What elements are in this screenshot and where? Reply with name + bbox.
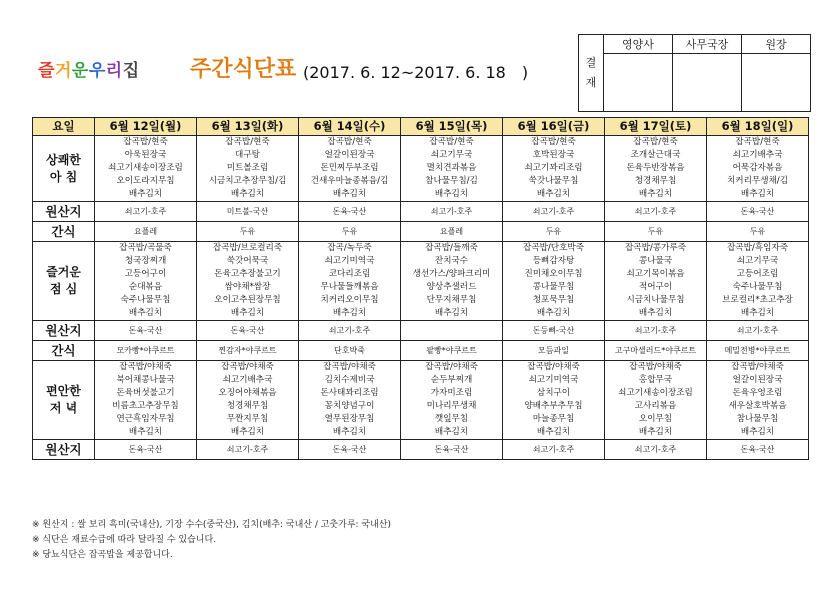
footnote-origin: ※ 원산지 : 쌀 보리 흑미(국내산), 기장 수수(중국산), 김치(배추: 국내산 / 고춧가루: 국내산) bbox=[32, 520, 391, 530]
menu-item: 진미채오이무침 bbox=[524, 269, 583, 279]
menu-item: 비름초고추장무침 bbox=[112, 401, 179, 411]
menu-item: 잡곡밥/현죽 bbox=[225, 137, 270, 147]
menu-item: 순대볶음 bbox=[128, 282, 163, 292]
origin-cell: 쇠고기-호주 bbox=[707, 321, 809, 341]
breakfast-label: 상쾌한 아 침 bbox=[33, 136, 95, 202]
logo-char: 즐 bbox=[38, 61, 55, 81]
origin-row bbox=[33, 321, 809, 341]
snack-cell: 요플레 bbox=[401, 222, 503, 242]
day-header: 6월 16일(금) bbox=[503, 118, 605, 136]
origin-cell: 쇠고기-호주 bbox=[299, 321, 401, 341]
menu-period: (2017. 6. 12~2017. 6. 18 ) bbox=[303, 63, 529, 82]
logo-char: 리 bbox=[105, 61, 123, 81]
snack-cell: 찐감자*야쿠르트 bbox=[197, 341, 299, 361]
menu-item: 돈육고추장불고기 bbox=[214, 269, 281, 279]
menu-item: 잡곡밥/곡물죽 bbox=[119, 243, 172, 253]
origin-cell: 돈육-국산 bbox=[707, 202, 809, 222]
dinner-menu-cell bbox=[707, 361, 809, 440]
origin-cell: 쇠고기-호주 bbox=[605, 440, 707, 460]
snack-cell: 두유 bbox=[503, 222, 605, 242]
weekly-menu-table bbox=[32, 117, 809, 460]
menu-item: 배추김치 bbox=[740, 427, 775, 437]
breakfast-row bbox=[33, 136, 809, 202]
menu-item: 쌈야채*쌈장 bbox=[224, 282, 271, 292]
dinner-menu-cell bbox=[95, 361, 197, 440]
menu-item: 쑥갓어묵국 bbox=[226, 256, 269, 266]
menu-item: 오징어야채볶음 bbox=[218, 388, 277, 398]
menu-item: 콩나물국 bbox=[638, 256, 673, 266]
menu-item: 쇠고기무국 bbox=[430, 150, 473, 160]
origin-cell: 미트볼-국산 bbox=[197, 202, 299, 222]
snack-cell: 두유 bbox=[707, 222, 809, 242]
menu-item: 양배추부추무침 bbox=[524, 401, 583, 411]
menu-item: 쇠고기목이볶음 bbox=[626, 269, 685, 279]
origin-cell: 쇠고기-호주 bbox=[605, 321, 707, 341]
snack-row bbox=[33, 222, 809, 242]
menu-item: 잡곡밥/야채죽 bbox=[119, 362, 172, 372]
menu-item: 쇠고기무국 bbox=[736, 256, 779, 266]
menu-item: 깻잎무침 bbox=[434, 414, 469, 424]
origin-label: 원산지 bbox=[33, 440, 95, 460]
menu-item: 북어채콩나물국 bbox=[116, 375, 175, 385]
snack-cell: 모카빵*야쿠르트 bbox=[95, 341, 197, 361]
menu-item: 단무지채무침 bbox=[426, 295, 477, 305]
origin-cell: 쇠고기-호주 bbox=[401, 202, 503, 222]
menu-item: 홍합무국 bbox=[638, 375, 673, 385]
menu-item: 꽁치양념구이 bbox=[324, 401, 375, 411]
origin-cell: 쇠고기-호주 bbox=[197, 440, 299, 460]
dinner-menu-cell bbox=[503, 361, 605, 440]
menu-item: 잡곡밥/야채죽 bbox=[629, 362, 682, 372]
menu-item: 돈육우엉조림 bbox=[732, 388, 783, 398]
menu-item: 가자미조림 bbox=[430, 388, 473, 398]
breakfast-menu-cell bbox=[503, 136, 605, 202]
menu-item: 배추김치 bbox=[740, 308, 775, 318]
menu-item: 잡곡밥/들깨죽 bbox=[425, 243, 478, 253]
day-header: 6월 13일(화) bbox=[197, 118, 299, 136]
day-header: 6월 17일(토) bbox=[605, 118, 707, 136]
menu-item: 잡곡밥/브로컬리죽 bbox=[212, 243, 283, 253]
lunch-menu-cell bbox=[605, 242, 707, 321]
snack-cell: 두유 bbox=[299, 222, 401, 242]
menu-item: 고등어조림 bbox=[736, 269, 779, 279]
menu-item: 아욱된장국 bbox=[124, 150, 167, 160]
menu-item: 미트볼조림 bbox=[226, 163, 269, 173]
menu-item: 잡곡밥/현죽 bbox=[429, 137, 474, 147]
menu-item: 숙주나물무침 bbox=[120, 295, 171, 305]
origin-cell: 쇠고기-호주 bbox=[503, 440, 605, 460]
menu-item: 배추김치 bbox=[332, 308, 367, 318]
dinner-menu-cell bbox=[197, 361, 299, 440]
menu-item: 쇠고기배추국 bbox=[222, 375, 273, 385]
menu-item: 콩나물무침 bbox=[532, 282, 575, 292]
dinner-menu-cell bbox=[299, 361, 401, 440]
origin-cell: 돈육-국산 bbox=[401, 440, 503, 460]
menu-item: 배추김치 bbox=[434, 308, 469, 318]
center-logo bbox=[38, 56, 140, 81]
menu-item: 돈사태꽈리조림 bbox=[320, 388, 379, 398]
approval-role-dietitian: 영양사 bbox=[604, 35, 673, 54]
lunch-menu-cell bbox=[95, 242, 197, 321]
snack-cell: 단호박죽 bbox=[299, 341, 401, 361]
snack-cell: 요플레 bbox=[95, 222, 197, 242]
menu-item: 오이도라지무침 bbox=[116, 176, 175, 186]
menu-item: 배추김치 bbox=[230, 189, 265, 199]
menu-item: 얼갈이된장국 bbox=[324, 150, 375, 160]
snack-label: 간식 bbox=[33, 222, 95, 242]
menu-item: 잡곡밥/현죽 bbox=[327, 137, 372, 147]
approval-role-head: 원장 bbox=[742, 35, 811, 54]
footnote-diabetic: ※ 당뇨식단은 잡곡밥을 제공합니다. bbox=[32, 550, 173, 560]
menu-item: 마늘종무침 bbox=[532, 414, 575, 424]
menu-item: 잡곡/녹두죽 bbox=[327, 243, 372, 253]
lunch-row bbox=[33, 242, 809, 321]
menu-item: 청경채무침 bbox=[226, 401, 269, 411]
snack-cell: 고구마샐러드*야쿠르트 bbox=[605, 341, 707, 361]
menu-item: 등뼈감자탕 bbox=[532, 256, 575, 266]
menu-item: 미나리무생채 bbox=[426, 401, 477, 411]
menu-item: 잡곡밥/야채죽 bbox=[221, 362, 274, 372]
menu-item: 청국장찌개 bbox=[124, 256, 167, 266]
origin-cell bbox=[401, 321, 503, 341]
menu-item: 멸치견과볶음 bbox=[426, 163, 477, 173]
weekday-header: 요일 bbox=[33, 118, 95, 136]
menu-item: 고사리볶음 bbox=[634, 401, 677, 411]
lunch-menu-cell bbox=[197, 242, 299, 321]
origin-cell: 돈육-국산 bbox=[95, 440, 197, 460]
day-header: 6월 15일(목) bbox=[401, 118, 503, 136]
snack-cell: 두유 bbox=[605, 222, 707, 242]
menu-item: 돈민찌두부조림 bbox=[320, 163, 379, 173]
menu-item: 배추김치 bbox=[638, 427, 673, 437]
menu-item: 고등어구이 bbox=[124, 269, 167, 279]
menu-item: 배추김치 bbox=[332, 189, 367, 199]
breakfast-menu-cell bbox=[605, 136, 707, 202]
snack-cell: 메밀전병*야쿠르트 bbox=[707, 341, 809, 361]
menu-item: 잡곡밥/야채죽 bbox=[527, 362, 580, 372]
day-header: 6월 18일(일) bbox=[707, 118, 809, 136]
lunch-menu-cell bbox=[299, 242, 401, 321]
menu-item: 순두부찌개 bbox=[430, 375, 473, 385]
logo-char: 거 bbox=[54, 61, 72, 81]
menu-item: 무짠지무침 bbox=[226, 414, 269, 424]
breakfast-menu-cell bbox=[197, 136, 299, 202]
logo-char: 우 bbox=[88, 61, 106, 81]
logo-char: 집 bbox=[122, 61, 140, 81]
origin-label: 원산지 bbox=[33, 202, 95, 222]
menu-item: 쇠고기새송이장조림 bbox=[108, 163, 183, 173]
menu-item: 연근흑임자무침 bbox=[116, 414, 175, 424]
menu-item: 삼치구이 bbox=[536, 388, 571, 398]
menu-item: 잡곡밥/현죽 bbox=[531, 137, 576, 147]
signature-slot[interactable] bbox=[604, 54, 673, 112]
menu-item: 쑥갓나물무침 bbox=[528, 176, 579, 186]
day-header: 6월 14일(수) bbox=[299, 118, 401, 136]
signature-slot[interactable] bbox=[742, 54, 811, 112]
menu-item: 김치수제비국 bbox=[324, 375, 375, 385]
menu-item: 배추김치 bbox=[230, 427, 265, 437]
menu-item: 잡곡밥/현죽 bbox=[123, 137, 168, 147]
menu-item: 배추김치 bbox=[434, 189, 469, 199]
page-title: 주간식단표 bbox=[190, 57, 297, 82]
origin-row bbox=[33, 440, 809, 460]
menu-item: 쇠고기미역국 bbox=[324, 256, 375, 266]
menu-item: 잡곡밥/현죽 bbox=[633, 137, 678, 147]
origin-cell: 돈육-국산 bbox=[95, 321, 197, 341]
menu-item: 참나물무침 bbox=[736, 414, 779, 424]
origin-row bbox=[33, 202, 809, 222]
lunch-label: 즐거운 점 심 bbox=[33, 242, 95, 321]
approval-box bbox=[578, 34, 811, 112]
menu-item: 청포묵무침 bbox=[532, 295, 575, 305]
dinner-menu-cell bbox=[401, 361, 503, 440]
menu-item: 배추김치 bbox=[332, 427, 367, 437]
dinner-row bbox=[33, 361, 809, 440]
menu-item: 잡곡밥/야채죽 bbox=[731, 362, 784, 372]
menu-item: 배추김치 bbox=[638, 189, 673, 199]
lunch-menu-cell bbox=[401, 242, 503, 321]
menu-item: 대구탕 bbox=[235, 150, 260, 160]
menu-item: 잡곡밥/현죽 bbox=[735, 137, 780, 147]
menu-item: 건새우마늘종볶음/김 bbox=[310, 176, 389, 186]
menu-item: 배추김치 bbox=[434, 427, 469, 437]
menu-item: 배추김치 bbox=[536, 189, 571, 199]
menu-item: 적어구이 bbox=[638, 282, 673, 292]
menu-item: 참나물무침/김 bbox=[425, 176, 478, 186]
origin-cell: 돈육-국산 bbox=[707, 440, 809, 460]
menu-item: 시금치나물무침 bbox=[626, 295, 685, 305]
footnotes bbox=[32, 518, 391, 563]
menu-item: 돈육두반장볶음 bbox=[626, 163, 685, 173]
menu-item: 배추김치 bbox=[128, 427, 163, 437]
menu-item: 양상추샐러드 bbox=[426, 282, 477, 292]
menu-item: 잡곡밥/콩가루죽 bbox=[624, 243, 686, 253]
origin-cell: 쇠고기-호주 bbox=[95, 202, 197, 222]
menu-item: 배추김치 bbox=[740, 189, 775, 199]
menu-item: 배추김치 bbox=[536, 308, 571, 318]
menu-item: 잡곡밥/야채죽 bbox=[323, 362, 376, 372]
approval-role-director: 사무국장 bbox=[673, 35, 742, 54]
breakfast-menu-cell bbox=[707, 136, 809, 202]
menu-item: 쇠고기새송이장조림 bbox=[618, 388, 693, 398]
snack-cell: 두유 bbox=[197, 222, 299, 242]
menu-item: 배추김치 bbox=[230, 308, 265, 318]
breakfast-menu-cell bbox=[401, 136, 503, 202]
snack-row bbox=[33, 341, 809, 361]
menu-item: 얼갈이된장국 bbox=[732, 375, 783, 385]
menu-item: 배추김치 bbox=[536, 427, 571, 437]
menu-item: 무나물들깨볶음 bbox=[320, 282, 379, 292]
menu-item: 돈육버섯불고기 bbox=[116, 388, 175, 398]
signature-slot[interactable] bbox=[673, 54, 742, 112]
menu-item: 오이고추된장무침 bbox=[214, 295, 281, 305]
menu-item: 숙주나물무침 bbox=[732, 282, 783, 292]
approval-label: 결 재 bbox=[579, 35, 604, 112]
menu-item: 새우살호박볶음 bbox=[728, 401, 787, 411]
menu-item: 잡곡밥/단호박죽 bbox=[522, 243, 584, 253]
snack-label: 간식 bbox=[33, 341, 95, 361]
lunch-menu-cell bbox=[707, 242, 809, 321]
menu-item: 어묵감자볶음 bbox=[732, 163, 783, 173]
menu-item: 호박된장국 bbox=[532, 150, 575, 160]
origin-cell: 돈육-국산 bbox=[299, 202, 401, 222]
menu-item: 쇠고기배추국 bbox=[732, 150, 783, 160]
origin-label: 원산지 bbox=[33, 321, 95, 341]
menu-item: 열무된장무침 bbox=[324, 414, 375, 424]
menu-item: 배추김치 bbox=[638, 308, 673, 318]
breakfast-menu-cell bbox=[95, 136, 197, 202]
dinner-label: 편안한 저 녁 bbox=[33, 361, 95, 440]
snack-cell: 모듬과일 bbox=[503, 341, 605, 361]
menu-header-row bbox=[33, 118, 809, 136]
dinner-menu-cell bbox=[605, 361, 707, 440]
day-header: 6월 12일(월) bbox=[95, 118, 197, 136]
logo-char: 운 bbox=[71, 61, 89, 81]
menu-item: 생선가스/양파크리미 bbox=[412, 269, 491, 279]
menu-item: 잡곡밥/흑임자죽 bbox=[726, 243, 788, 253]
menu-item: 청경채무침 bbox=[634, 176, 677, 186]
footnote-supply: ※ 식단은 재료수급에 따라 달라질 수 있습니다. bbox=[32, 535, 217, 545]
origin-cell: 쇠고기-호주 bbox=[605, 202, 707, 222]
origin-cell: 돈육-국산 bbox=[299, 440, 401, 460]
menu-item: 치커리무생채/김 bbox=[726, 176, 788, 186]
menu-item: 쇠고기미역국 bbox=[528, 375, 579, 385]
menu-item: 잡곡밥/야채죽 bbox=[425, 362, 478, 372]
menu-item: 쇠고기꽈리조림 bbox=[524, 163, 583, 173]
menu-item: 치커리오이무침 bbox=[320, 295, 379, 305]
menu-item: 배추김치 bbox=[128, 308, 163, 318]
menu-item: 코다리조림 bbox=[328, 269, 371, 279]
origin-cell: 돈등뼈-국산 bbox=[503, 321, 605, 341]
origin-cell: 돈육-국산 bbox=[197, 321, 299, 341]
menu-item: 브로컬리*초고추장 bbox=[722, 295, 793, 305]
menu-item: 조개살근대국 bbox=[630, 150, 681, 160]
origin-cell: 쇠고기-호주 bbox=[503, 202, 605, 222]
lunch-menu-cell bbox=[503, 242, 605, 321]
menu-item: 시금치고추장무침/김 bbox=[208, 176, 287, 186]
breakfast-menu-cell bbox=[299, 136, 401, 202]
menu-item: 배추김치 bbox=[128, 189, 163, 199]
snack-cell: 팥빵*야쿠르트 bbox=[401, 341, 503, 361]
menu-item: 잔치국수 bbox=[434, 256, 469, 266]
menu-item: 오이무침 bbox=[638, 414, 673, 424]
